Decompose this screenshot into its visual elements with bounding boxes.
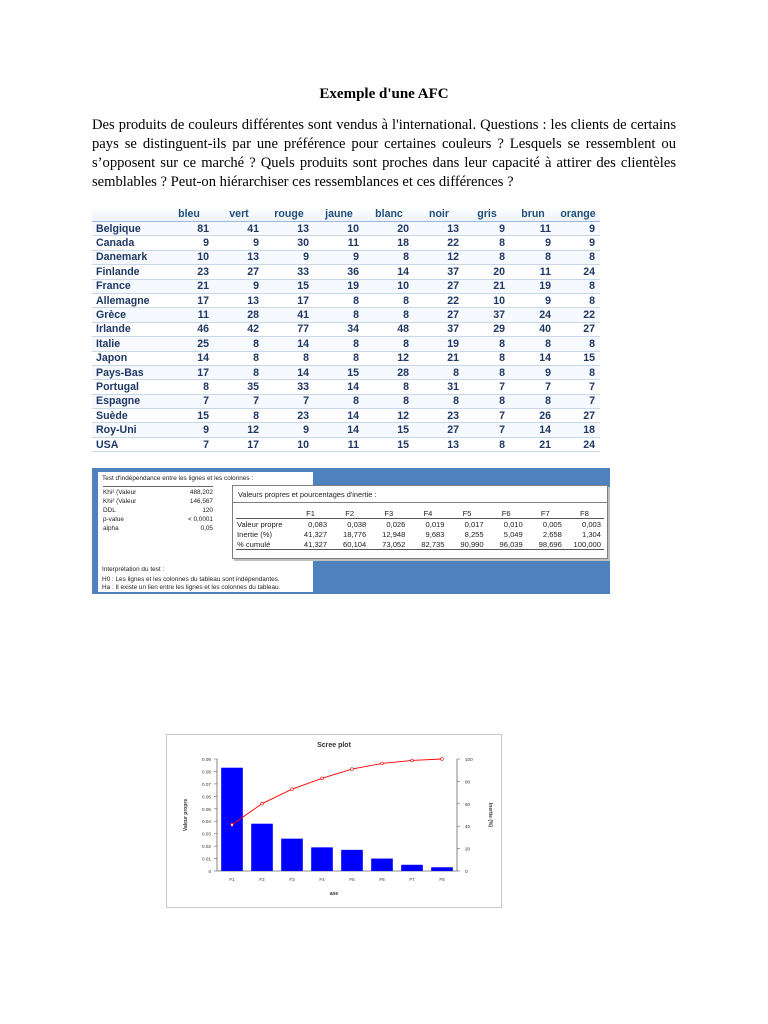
table-cell: 18,776 [343, 529, 367, 539]
table-cell: 8 [214, 337, 264, 351]
table-cell: 37 [414, 265, 464, 279]
bar [401, 865, 423, 871]
table-row [92, 437, 600, 451]
table-cell: 17 [164, 365, 214, 379]
row-label: Valeur propre [237, 519, 283, 529]
x-tick-label: F5 [349, 877, 355, 882]
table-cell: 25 [164, 337, 214, 351]
table-cell: 24 [510, 308, 556, 322]
table-cell: 100,000 [565, 539, 604, 550]
table-cell: 14 [314, 380, 364, 394]
table-cell: 8 [556, 250, 600, 264]
column-header [92, 206, 164, 222]
table-cell: 9 [164, 236, 214, 250]
column-header [236, 508, 291, 519]
table-cell: 40 [510, 322, 556, 336]
row-label: % cumulé [236, 539, 291, 550]
table-cell: 19 [510, 279, 556, 293]
country-cell: Japon [92, 351, 164, 365]
column-header: gris [464, 206, 510, 222]
country-cell: Finlande [92, 265, 164, 279]
country-cell: USA [92, 437, 164, 451]
column-header: F3 [369, 508, 408, 519]
column-header: F7 [526, 508, 565, 519]
table-cell: 41 [264, 308, 314, 322]
column-header: jaune [314, 206, 364, 222]
test-row [103, 516, 213, 524]
test-value: < 0,0001 [187, 516, 213, 523]
y-tick-label: 0.04 [202, 819, 211, 825]
statistics-panel [92, 468, 610, 594]
table-cell: 41 [214, 222, 264, 236]
table-cell: 48 [364, 322, 414, 336]
table-cell: 0,010 [503, 519, 523, 529]
line-point [261, 802, 264, 805]
table-cell: 8 [464, 365, 510, 379]
test-label: alpha [103, 525, 119, 532]
page-title: Exemple d'une AFC [319, 86, 449, 102]
bar [431, 867, 453, 871]
column-header: rouge [264, 206, 314, 222]
test-row [103, 507, 213, 515]
table-cell: 8 [314, 351, 364, 365]
table-cell: 11 [510, 222, 556, 236]
y-tick-label: 0.02 [202, 844, 211, 850]
color-sales-table [92, 206, 600, 452]
table-cell: 14 [264, 337, 314, 351]
table-cell: 7 [264, 394, 314, 408]
table-cell: 10 [264, 437, 314, 451]
table-row [92, 423, 600, 437]
table-cell: 8 [464, 337, 510, 351]
row-label: Inertie (%) [237, 529, 273, 539]
y-tick-label: 0.06 [202, 794, 211, 800]
y-axis-label: Valeur propre [183, 798, 189, 832]
test-label: p-value [103, 516, 124, 523]
table-cell: 9 [464, 222, 510, 236]
x-tick-label: F7 [409, 877, 415, 882]
test-label: Khi² (Valeur [103, 489, 137, 496]
column-header: F8 [565, 508, 604, 519]
table-cell: 8 [314, 308, 364, 322]
table-cell: 9 [510, 293, 556, 307]
table-cell: 9 [264, 250, 314, 264]
table-cell: 8,255 [464, 529, 484, 539]
table-cell: 13 [414, 437, 464, 451]
table-cell: 17 [264, 293, 314, 307]
table-cell: 41,327 [291, 539, 330, 550]
table-cell: 27 [214, 265, 264, 279]
table-row [92, 265, 600, 279]
table-cell: 7 [164, 437, 214, 451]
table-cell: 90,990 [448, 539, 487, 550]
table-cell: 1,304 [581, 529, 601, 539]
table-cell: 8 [556, 365, 600, 379]
line-point [441, 758, 444, 761]
column-header: F4 [408, 508, 447, 519]
test-value: 488,202 [189, 489, 213, 496]
table-cell: 8 [464, 394, 510, 408]
table-cell: 12 [414, 250, 464, 264]
country-cell: Italie [92, 337, 164, 351]
x-axis-label: axe [329, 891, 339, 897]
table-cell: 8 [214, 409, 264, 423]
y-tick-label: 0 [208, 869, 211, 874]
y-tick-label: 0.07 [202, 781, 211, 787]
column-header: F5 [448, 508, 487, 519]
table-cell: 24 [556, 265, 600, 279]
table-cell: 7 [214, 394, 264, 408]
country-cell: Allemagne [92, 293, 164, 307]
table-cell: 96,039 [487, 539, 526, 550]
table-cell: 8 [556, 279, 600, 293]
table-cell: 14 [264, 365, 314, 379]
x-tick-label: F4 [319, 877, 325, 882]
table-cell: 14 [364, 265, 414, 279]
table-row [92, 337, 600, 351]
country-cell: Roy-Uni [92, 423, 164, 437]
table-row [92, 322, 600, 336]
table-cell: 77 [264, 322, 314, 336]
x-tick-label: F8 [439, 877, 445, 882]
table-cell: 8 [464, 236, 510, 250]
table-cell: 81 [164, 222, 214, 236]
table-row [92, 250, 600, 264]
table-cell: 21 [414, 351, 464, 365]
x-tick-label: F3 [289, 877, 295, 882]
table-cell: 8 [556, 337, 600, 351]
table-cell: 17 [164, 293, 214, 307]
table-cell: 11 [164, 308, 214, 322]
table-cell: 98,696 [526, 539, 565, 550]
hypothesis-ha: Ha : Il existe un lien entre les lignes et les colonnes du tableau. [102, 584, 281, 591]
table-cell: 2,658 [542, 529, 562, 539]
table-cell: 9 [214, 279, 264, 293]
column-header: vert [214, 206, 264, 222]
table-cell: 41,327 [303, 529, 328, 539]
y-tick-label: 0.01 [202, 856, 211, 862]
table-cell: 20 [464, 265, 510, 279]
table-row [92, 293, 600, 307]
table-cell: 7 [464, 409, 510, 423]
table-cell: 8 [214, 365, 264, 379]
table-cell: 36 [314, 265, 364, 279]
y2-tick-label: 40 [465, 824, 471, 830]
country-cell: Espagne [92, 394, 164, 408]
eigenvalues-title: Valeurs propres et pourcentages d'inertie : [238, 490, 377, 499]
table-row [92, 308, 600, 322]
table-cell: 10 [164, 250, 214, 264]
table-cell: 8 [464, 250, 510, 264]
table-cell: 19 [314, 279, 364, 293]
column-header: blanc [364, 206, 414, 222]
table-cell: 8 [164, 380, 214, 394]
table-cell: 21 [164, 279, 214, 293]
table-cell: 14 [314, 423, 364, 437]
bar [281, 839, 303, 871]
table-cell: 26 [510, 409, 556, 423]
table-cell: 46 [164, 322, 214, 336]
table-cell: 10 [364, 279, 414, 293]
test-row [103, 525, 213, 533]
table-cell: 8 [314, 394, 364, 408]
table-cell: 9 [314, 250, 364, 264]
y2-tick-label: 80 [465, 779, 471, 785]
table-cell: 12 [214, 423, 264, 437]
table-cell: 29 [464, 322, 510, 336]
table-cell: 17 [214, 437, 264, 451]
table-cell: 15 [314, 365, 364, 379]
hypothesis-h0: H0 : Les lignes et les colonnes du tableau sont indépendantes. [102, 576, 280, 583]
y-tick-label: 0.03 [202, 831, 211, 837]
table-cell: 37 [464, 308, 510, 322]
table-cell: 5,049 [503, 529, 523, 539]
table-cell: 82,735 [408, 539, 447, 550]
table-cell: 14 [510, 351, 556, 365]
table-cell: 22 [556, 308, 600, 322]
table-cell: 8 [214, 351, 264, 365]
table-row [92, 222, 600, 236]
table-cell: 7 [556, 394, 600, 408]
table-cell: 8 [510, 394, 556, 408]
table-row [236, 539, 604, 550]
table-cell: 0,026 [386, 519, 406, 529]
scree-plot-svg [167, 735, 501, 907]
country-cell: Suède [92, 409, 164, 423]
table-cell: 0,003 [581, 519, 601, 529]
table-cell: 8 [414, 394, 464, 408]
table-cell: 9 [164, 423, 214, 437]
table-cell: 23 [414, 409, 464, 423]
table-cell: 0,019 [425, 519, 445, 529]
column-header: F2 [330, 508, 369, 519]
divider [103, 486, 213, 487]
table-cell: 8 [510, 337, 556, 351]
y-tick-label: 0.09 [202, 757, 211, 762]
table-cell: 0,005 [542, 519, 562, 529]
y2-tick-label: 100 [465, 757, 473, 762]
intro-paragraph: Des produits de couleurs différentes sont vendus à l'international. Questions : les clients de certains pays se distinguent-ils par une préférence pour certaines couleurs ? Lesquels se ressemblent ou s’opposent sur ce marché ? Quels produits sont proches dans leur capacité à attirer des clientèles semblables ? Peut-on hiérarchiser ces ressemblances et ces différences ? [92, 117, 676, 190]
table-cell: 8 [414, 365, 464, 379]
table-cell: 9 [510, 365, 556, 379]
table-cell: 11 [314, 437, 364, 451]
test-value: 120 [202, 507, 213, 514]
table-cell: 12 [364, 409, 414, 423]
table-cell: 21 [464, 279, 510, 293]
table-cell: 15 [364, 423, 414, 437]
table-cell: 8 [314, 293, 364, 307]
table-cell: 0,017 [464, 519, 484, 529]
table-cell: 23 [164, 265, 214, 279]
table-cell: 27 [414, 279, 464, 293]
table-cell: 27 [556, 409, 600, 423]
y-tick-label: 0.05 [202, 806, 211, 812]
table-row [236, 519, 604, 530]
country-cell: Belgique [92, 222, 164, 236]
country-cell: France [92, 279, 164, 293]
y-tick-label: 0.08 [202, 769, 211, 775]
table-cell: 31 [414, 380, 464, 394]
eigenvalues-table [236, 508, 604, 550]
table-cell: 33 [264, 265, 314, 279]
scree-plot [166, 734, 502, 908]
table-cell: 7 [510, 380, 556, 394]
table-cell: 28 [214, 308, 264, 322]
table-cell: 9 [264, 423, 314, 437]
interpretation-title: Interprétation du test : [102, 566, 165, 573]
table-cell: 8 [464, 437, 510, 451]
chart-title: Scree plot [317, 742, 351, 749]
table-cell: 14 [164, 351, 214, 365]
country-cell: Grèce [92, 308, 164, 322]
bar [311, 847, 333, 871]
table-cell: 35 [214, 380, 264, 394]
y2-axis-label: Inertie (%) [487, 802, 493, 828]
y2-tick-label: 20 [465, 846, 471, 852]
table-cell: 7 [556, 380, 600, 394]
table-cell: 12,948 [382, 529, 406, 539]
test-value: 0,05 [200, 525, 213, 532]
column-header: F6 [487, 508, 526, 519]
table-cell: 27 [414, 308, 464, 322]
table-cell: 8 [364, 380, 414, 394]
table-cell: 7 [464, 423, 510, 437]
table-cell: 42 [214, 322, 264, 336]
table-cell: 15 [164, 409, 214, 423]
table-cell: 18 [556, 423, 600, 437]
table-cell: 8 [364, 293, 414, 307]
test-value: 146,567 [189, 498, 213, 505]
line-point [231, 823, 234, 826]
table-row [92, 365, 600, 379]
table-cell: 9 [214, 236, 264, 250]
country-cell: Danemark [92, 250, 164, 264]
table-cell: 9 [556, 222, 600, 236]
table-cell: 20 [364, 222, 414, 236]
table-cell: 11 [510, 265, 556, 279]
table-cell: 28 [364, 365, 414, 379]
column-header: F1 [291, 508, 330, 519]
line-point [351, 768, 354, 771]
table-row [92, 279, 600, 293]
x-tick-label: F1 [229, 877, 235, 882]
table-cell: 8 [264, 351, 314, 365]
bar [341, 850, 363, 871]
table-cell: 8 [510, 250, 556, 264]
table-row [92, 380, 600, 394]
table-cell: 60,104 [330, 539, 369, 550]
x-tick-label: F6 [379, 877, 385, 882]
table-cell: 33 [264, 380, 314, 394]
line-point [381, 762, 384, 765]
test-label: DDL [103, 507, 116, 514]
table-cell: 8 [464, 351, 510, 365]
table-row [92, 236, 600, 250]
table-cell: 22 [414, 236, 464, 250]
test-row [103, 489, 213, 497]
line-point [291, 788, 294, 791]
table-row [236, 529, 604, 539]
table-cell: 22 [414, 293, 464, 307]
table-cell: 21 [510, 437, 556, 451]
table-cell: 8 [364, 308, 414, 322]
table-cell: 14 [314, 409, 364, 423]
country-cell: Portugal [92, 380, 164, 394]
divider [233, 502, 607, 503]
table-cell: 13 [214, 250, 264, 264]
cumulative-line [232, 759, 442, 825]
table-cell: 10 [464, 293, 510, 307]
table-cell: 13 [214, 293, 264, 307]
country-cell: Pays-Bas [92, 365, 164, 379]
test-label: Khi² (Valeur [103, 498, 137, 505]
table-cell: 30 [264, 236, 314, 250]
table-cell: 8 [364, 337, 414, 351]
column-header: brun [510, 206, 556, 222]
x-tick-label: F2 [259, 877, 265, 882]
table-cell: 11 [314, 236, 364, 250]
table-cell: 14 [510, 423, 556, 437]
table-cell: 8 [364, 394, 414, 408]
independence-test-title: Test d'indépendance entre les lignes et les colonnes : [102, 475, 254, 482]
table-cell: 34 [314, 322, 364, 336]
table-cell: 19 [414, 337, 464, 351]
table-cell: 0,038 [347, 519, 367, 529]
table-row [92, 394, 600, 408]
table-cell: 37 [414, 322, 464, 336]
table-cell: 9 [556, 236, 600, 250]
table-cell: 27 [556, 322, 600, 336]
table-cell: 10 [314, 222, 364, 236]
table-cell: 27 [414, 423, 464, 437]
country-cell: Canada [92, 236, 164, 250]
table-cell: 15 [556, 351, 600, 365]
table-cell: 12 [364, 351, 414, 365]
table-cell: 9,683 [425, 529, 445, 539]
eigenvalues-box [232, 485, 608, 559]
table-row [92, 351, 600, 365]
table-cell: 0,083 [308, 519, 328, 529]
table-cell: 73,052 [369, 539, 408, 550]
column-header: orange [556, 206, 600, 222]
table-cell: 8 [556, 293, 600, 307]
table-row [92, 409, 600, 423]
bar [251, 824, 273, 871]
bar [371, 859, 393, 871]
line-point [411, 759, 414, 762]
table-cell: 7 [164, 394, 214, 408]
table-cell: 8 [364, 250, 414, 264]
table-cell: 15 [364, 437, 414, 451]
table-cell: 9 [510, 236, 556, 250]
table-cell: 8 [314, 337, 364, 351]
column-header: noir [414, 206, 464, 222]
table-cell: 24 [556, 437, 600, 451]
table-cell: 23 [264, 409, 314, 423]
table-cell: 13 [414, 222, 464, 236]
test-row [103, 498, 213, 506]
y2-tick-label: 0 [465, 869, 468, 874]
table-cell: 13 [264, 222, 314, 236]
line-point [321, 777, 324, 780]
table-cell: 18 [364, 236, 414, 250]
column-header: bleu [164, 206, 214, 222]
y2-tick-label: 60 [465, 801, 471, 807]
table-cell: 7 [464, 380, 510, 394]
table-cell: 15 [264, 279, 314, 293]
country-cell: Irlande [92, 322, 164, 336]
